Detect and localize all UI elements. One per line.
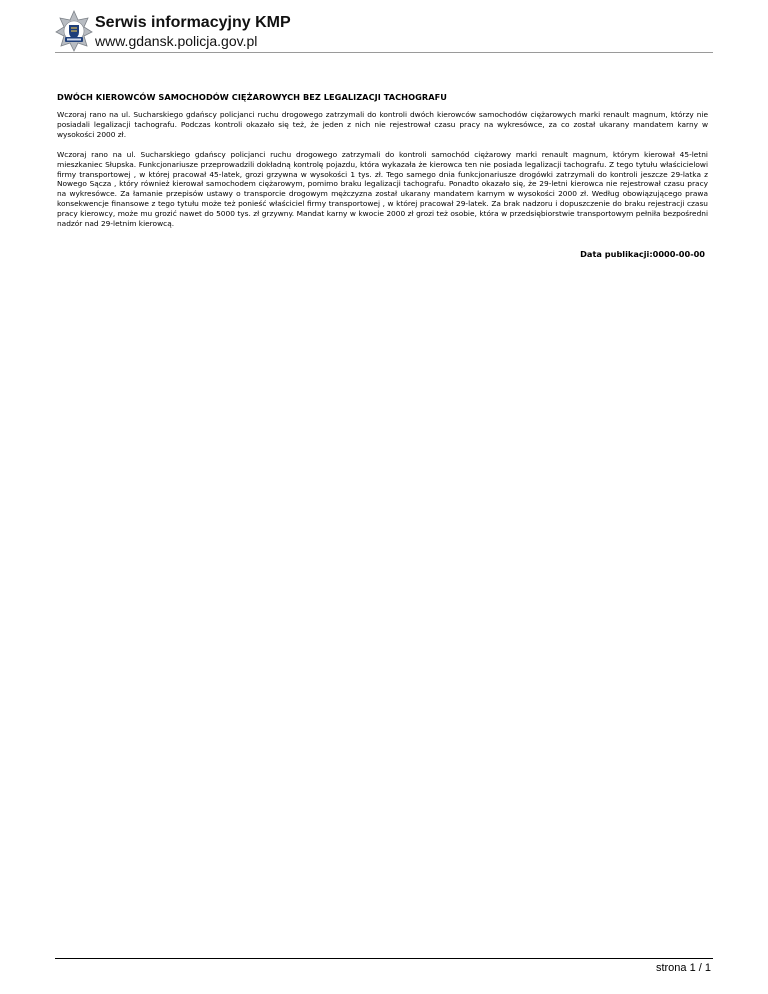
site-url[interactable]: www.gdansk.policja.gov.pl [95, 33, 258, 49]
header-divider [55, 52, 713, 53]
article [57, 92, 708, 239]
page-number: strona 1 / 1 [655, 962, 711, 974]
publication-date: Data publikacji:0000-00-00 [580, 249, 705, 259]
site-title: Serwis informacyjny KMP [95, 14, 291, 31]
article-lead-paragraph: Wczoraj rano na ul. Sucharskiego gdańscy policjanci ruchu drogowego zatrzymali do kontroli dwóch kierowców samochodów ciężarowych marki renault magnum, którzy nie posiadali legalizacji tachografu. Podczas kontroli okazało się też, że jeden z nich nie rejestrował czasu pracy na wykresówce, za co został ukarany mandatem karny w wysokości 2000 zł. [57, 110, 708, 139]
footer-divider [55, 958, 713, 959]
site-header [55, 10, 715, 54]
article-body-paragraph: Wczoraj rano na ul. Sucharskiego gdańscy policjanci ruchu drogowego zatrzymali do kontroli samochód ciężarowy marki renault magnum, którym kierował 45-letni mieszkaniec Słupska. Funkcjonariusze przeprowadzili dokładną kontrolę pojazdu, która wykazała że kierowca ten nie posiada legalizacji tachografu. Z tego tytułu właścicielowi firmy transportowej , w której pracował 45-latek, grozi grzywna w wysokości 1 tys. zł. Tego samego dnia funkcjonariusze drogówki zatrzymali do kontroli jeszcze 29-latka z Nowego Sącza , który również kierował samochodem ciężarowym, pomimo braku legalizacji tachografu. Ponadto okazało się, że 29-letni kierowca nie rejestrował czasu pracy na wykresówce. Za łamanie przepisów ustawy o transporcie drogowym mężczyzna został ukarany mandatem karnym w wysokości 2000 zł. Według obowiązującego prawa konsekwencje finansowe z tego tytułu może też ponieść właściciel firmy transportowej , w której pracował 29-latek. Za brak nadzoru i dopuszczenie do braku rejestracji czasu pracy kierowcy, może mu grozić nawet do 5000 tys. zł grzywny. Mandat karny w kwocie 2000 zł grozi też osobie, która w przedsiębiorstwie transportowym pełniła bezpośredni nadzór nad 29-letnim kierowcą. [57, 149, 708, 229]
police-star-badge-icon [55, 10, 93, 52]
article-title: DWÓCH KIEROWCÓW SAMOCHODÓW CIĘŻAROWYCH BEZ LEGALIZACJI TACHOGRAFU [57, 92, 447, 102]
